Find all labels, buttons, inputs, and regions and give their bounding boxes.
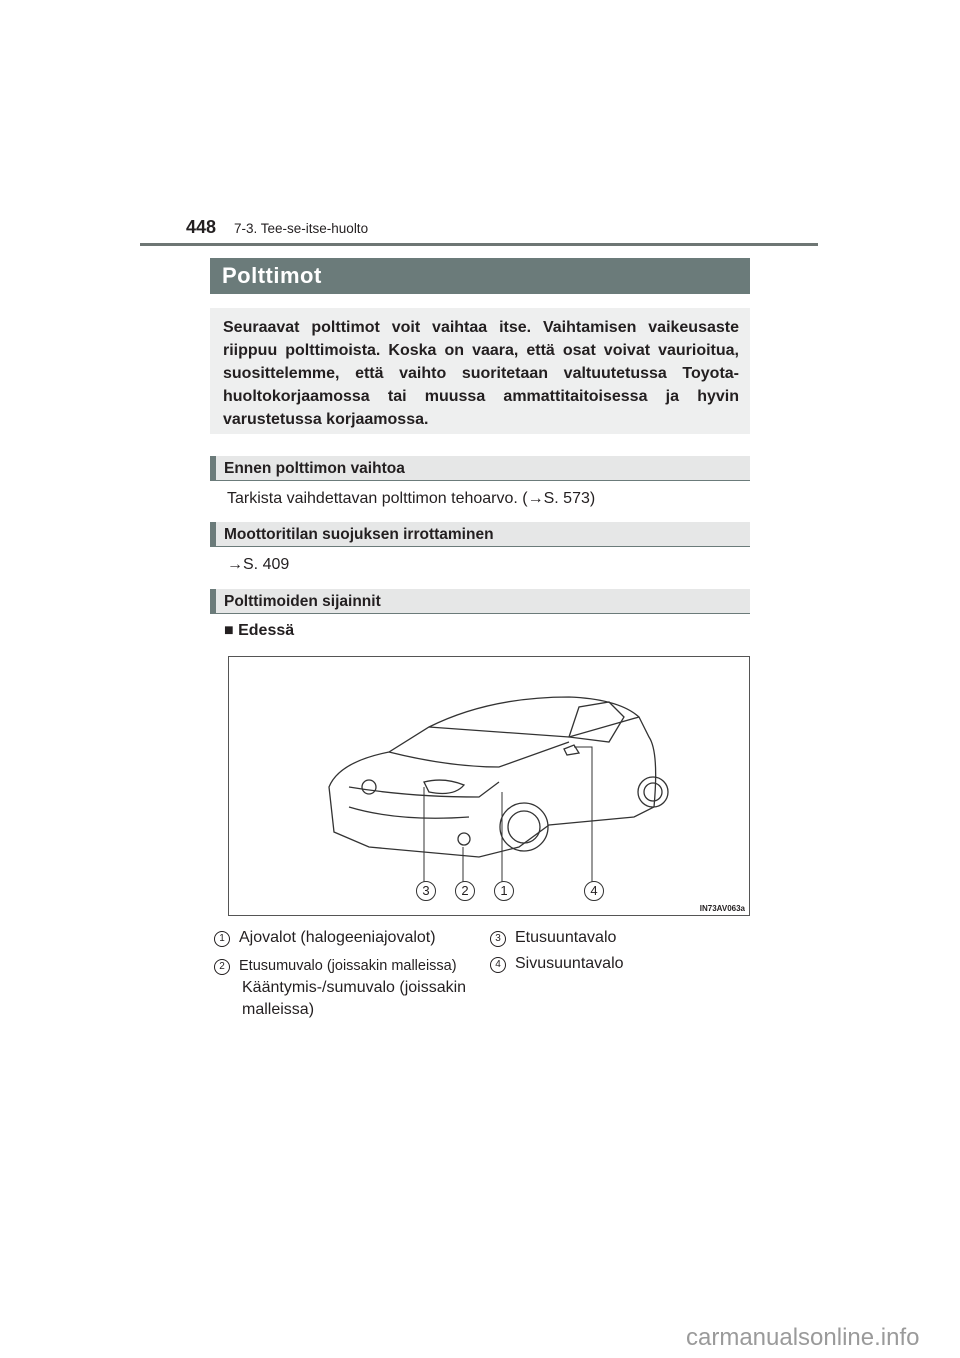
- page-number: 448: [186, 217, 217, 237]
- legend-text: Ajovalot (halogeeniajovalot): [239, 929, 436, 946]
- subheading-bulb-locations: [210, 589, 750, 614]
- legend-text: Etusuuntavalo: [515, 929, 617, 946]
- body-text: Tarkista vaihdettavan polttimon tehoarvo. (→S. 573): [227, 490, 596, 507]
- body-text: →S. 409: [227, 556, 290, 573]
- watermark: carmanualsonline.info: [686, 1324, 920, 1351]
- legend-item-1: [214, 929, 436, 947]
- subheading-text: Ennen polttimon vaihtoa: [224, 460, 405, 477]
- legend-item-3: [490, 929, 616, 947]
- legend-number: 1: [214, 931, 230, 947]
- title-bar: [210, 258, 750, 294]
- intro-box: Seuraavat polttimot voit vaihtaa itse. Vaihtamisen vaikeusaste riippuu polttimoista. Koska on vaara, että osat voivat vaurioitua, suosittelemme, että vaihto suoritetaan valtuutetussa Toyota-huoltokorjaamossa tai muussa ammattitaitoisessa ja hyvin varustetussa korjaamossa.: [210, 308, 750, 434]
- page-title: Polttimot: [222, 263, 322, 288]
- subheading-text: Polttimoiden sijainnit: [224, 593, 381, 610]
- subheading-before-replacement: [210, 456, 750, 481]
- legend-text: Etusumuvalo (joissakin malleissa): [239, 958, 457, 974]
- legend-text: Kääntymis-/sumuvalo (joissakin malleissa): [242, 979, 467, 1018]
- car-illustration: [229, 657, 749, 915]
- legend-item-2: [214, 955, 489, 1021]
- legend-number: 4: [490, 957, 506, 973]
- header-rule: [140, 243, 818, 246]
- subheading-engine-cover: [210, 522, 750, 547]
- legend-text: Sivusuuntavalo: [515, 955, 624, 972]
- legend-number: 3: [490, 931, 506, 947]
- callout-2: 2: [455, 881, 475, 901]
- callout-3: 3: [416, 881, 436, 901]
- callout-4: 4: [584, 881, 604, 901]
- legend-number: 2: [214, 959, 230, 975]
- legend-item-4: [490, 955, 624, 973]
- figure-code: IN73AV063a: [699, 904, 745, 913]
- front-label: ■ Edessä: [224, 622, 295, 639]
- car-figure: [228, 656, 750, 916]
- subheading-text: Moottoritilan suojuksen irrottaminen: [224, 526, 494, 543]
- callout-1: 1: [494, 881, 514, 901]
- section-title: 7-3. Tee-se-itse-huolto: [234, 221, 369, 236]
